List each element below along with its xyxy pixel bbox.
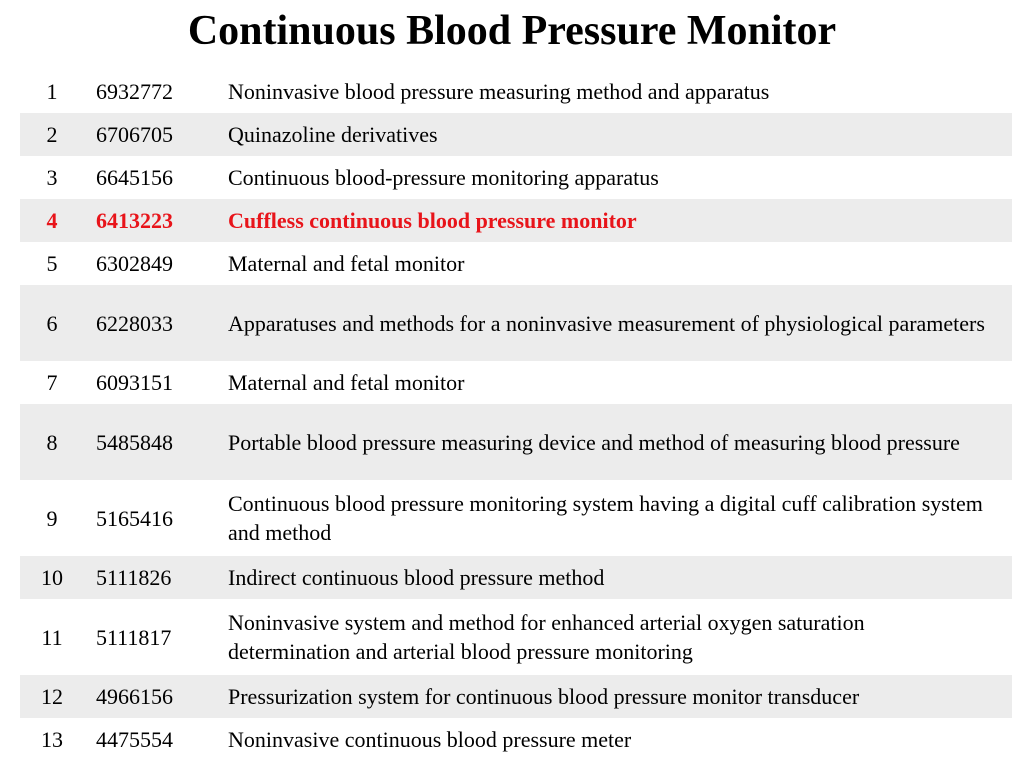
patent-title: Maternal and fetal monitor (228, 370, 465, 395)
patent-title: Continuous blood-pressure monitoring apparatus (228, 165, 659, 190)
table-row (20, 718, 1012, 761)
patent-title: Continuous blood pressure monitoring system having a digital cuff calibration system and method (228, 491, 983, 545)
table-row (20, 70, 1012, 113)
patent-number: 6706705 (84, 113, 228, 156)
page-title: Continuous Blood Pressure Monitor (187, 8, 837, 54)
patent-title: Apparatuses and methods for a noninvasive measurement of physiological parameters (228, 285, 1012, 361)
patent-number: 6413223 (84, 199, 228, 242)
row-number: 1 (46, 79, 58, 104)
patent-number: 6302849 (96, 251, 173, 276)
patent-number: 5485848 (84, 404, 228, 480)
patent-number: 6932772 (96, 79, 173, 104)
patent-number: 6228033 (84, 285, 228, 361)
patent-title: Portable blood pressure measuring device and method of measuring blood pressure (228, 404, 1012, 480)
row-number: 2 (20, 113, 84, 156)
patent-number: 4966156 (84, 675, 228, 718)
patent-number: 6093151 (96, 370, 173, 395)
patent-title: Noninvasive continuous blood pressure meter (228, 727, 632, 752)
row-number: 7 (46, 370, 58, 395)
patent-title: Pressurization system for continuous blood pressure monitor transducer (228, 675, 1012, 718)
table-row (20, 113, 1012, 156)
row-number: 8 (20, 404, 84, 480)
row-number: 6 (20, 285, 84, 361)
patent-number: 5165416 (96, 505, 173, 531)
row-number: 11 (41, 624, 63, 650)
patent-number: 5111817 (96, 624, 172, 650)
table-row (20, 361, 1012, 404)
row-number: 12 (20, 675, 84, 718)
patent-table (20, 70, 1012, 761)
table-row-highlighted (20, 199, 1012, 242)
table-row (20, 156, 1012, 199)
row-number: 5 (46, 251, 58, 276)
patent-number: 6645156 (96, 165, 173, 190)
table-row (20, 285, 1012, 361)
row-number: 13 (41, 727, 63, 752)
table-row (20, 480, 1012, 556)
row-number: 9 (46, 505, 58, 531)
table-row (20, 599, 1012, 675)
row-number: 3 (46, 165, 58, 190)
patent-number: 4475554 (96, 727, 173, 752)
patent-title: Cuffless continuous blood pressure monitor (228, 199, 1012, 242)
patent-title: Noninvasive blood pressure measuring method and apparatus (228, 79, 770, 104)
patent-title: Maternal and fetal monitor (228, 251, 465, 276)
row-number: 4 (20, 199, 84, 242)
row-number: 10 (20, 556, 84, 599)
patent-title: Indirect continuous blood pressure method (228, 556, 1012, 599)
patent-number: 5111826 (84, 556, 228, 599)
table-row (20, 556, 1012, 599)
table-row (20, 675, 1012, 718)
patent-title: Quinazoline derivatives (228, 113, 1012, 156)
patent-title: Noninvasive system and method for enhanced arterial oxygen saturation determination and arterial blood pressure monitoring (228, 610, 865, 664)
table-row (20, 404, 1012, 480)
table-row (20, 242, 1012, 285)
